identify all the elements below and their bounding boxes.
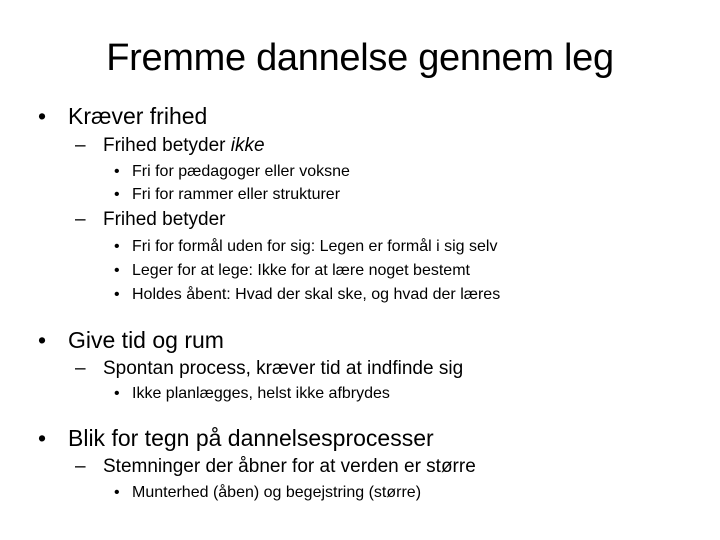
bullet-dot: •	[114, 262, 120, 279]
bullet-level2-item	[75, 455, 476, 479]
bullet-text: Fri for rammer eller strukturer	[132, 186, 341, 203]
bullet-text: Kræver frihed	[68, 103, 208, 129]
bullet-text: Fri for formål uden for sig: Legen er formål i sig selv	[132, 238, 498, 255]
slide-title: Fremme dannelse gennem leg	[106, 37, 614, 79]
bullet-level2-item	[75, 208, 226, 232]
bullet-level3-item	[114, 482, 421, 504]
bullet-text: Fri for pædagoger eller voksne	[132, 163, 350, 180]
bullet-dot: •	[114, 286, 120, 303]
bullet-text: Give tid og rum	[68, 327, 224, 353]
bullet-dot: •	[114, 385, 120, 402]
bullet-level2-item	[75, 357, 463, 381]
bullet-dot: •	[38, 103, 47, 129]
bullet-text: Spontan process, kræver tid at indfinde sig	[103, 358, 464, 379]
bullet-dash: –	[75, 209, 86, 230]
bullet-dot: •	[114, 238, 120, 255]
bullet-dot: •	[38, 327, 47, 353]
bullet-text: Stemninger der åbner for at verden er større	[103, 456, 476, 477]
bullet-level3-item	[114, 236, 497, 258]
bullet-dash: –	[75, 456, 86, 477]
bullet-level1-item	[38, 326, 224, 354]
bullet-dot: •	[114, 484, 120, 501]
bullet-dot: •	[114, 186, 120, 203]
bullet-level3-item	[114, 260, 470, 282]
bullet-text: Munterhed (åben) og begejstring (større)	[132, 484, 422, 501]
bullet-text: Frihed betyder	[103, 135, 231, 156]
bullet-level1-item	[38, 424, 434, 452]
bullet-dot: •	[114, 163, 120, 180]
bullet-text: Ikke planlægges, helst ikke afbrydes	[132, 385, 390, 402]
bullet-level3-item	[114, 284, 500, 306]
bullet-level1-item	[38, 102, 207, 130]
bullet-dash: –	[75, 358, 86, 379]
bullet-dash: –	[75, 135, 86, 156]
bullet-text: Holdes åbent: Hvad der skal ske, og hvad der læres	[132, 286, 501, 303]
bullet-dot: •	[38, 425, 47, 451]
bullet-level3-item	[114, 383, 390, 405]
bullet-level3-item	[114, 184, 340, 206]
bullet-level2-item	[75, 134, 265, 158]
bullet-emphasis: ikke	[230, 135, 265, 156]
bullet-text: Frihed betyder	[103, 209, 226, 230]
bullet-text: Blik for tegn på dannelsesprocesser	[68, 425, 434, 451]
bullet-text: Leger for at lege: Ikke for at lære noget bestemt	[132, 262, 470, 279]
bullet-level3-item	[114, 161, 350, 183]
